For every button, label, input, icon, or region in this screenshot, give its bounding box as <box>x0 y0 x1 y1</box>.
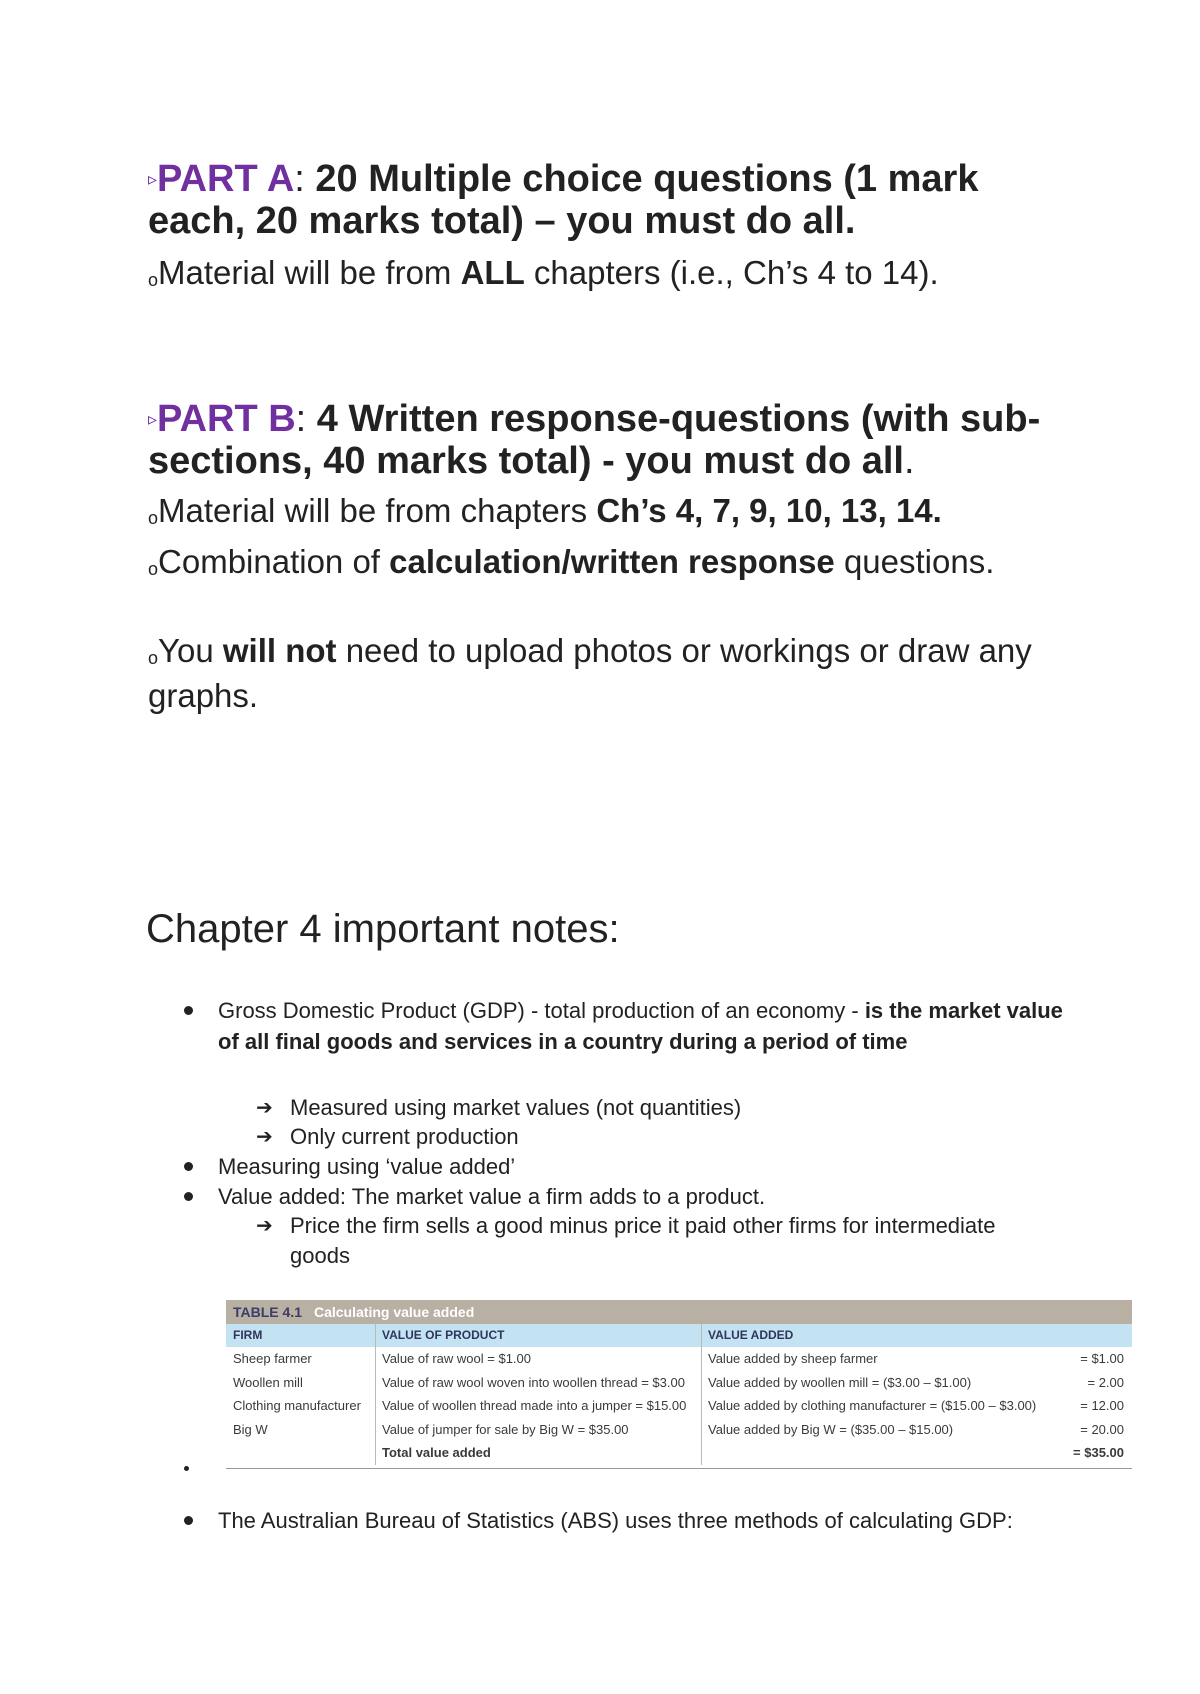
part-b-title: 4 Written response-questions (with sub-sections, 40 marks total) - you must do all <box>148 398 1041 482</box>
arrow-right-icon: ➔ <box>256 1215 273 1237</box>
table-total-row <box>226 1441 1132 1465</box>
part-b-heading: ▹PART B: 4 Written response-questions (with sub-sections, 40 marks total) - you must do all. <box>148 398 1041 482</box>
part-b-item: oYou will not need to upload photos or workings or draw any graphs. <box>148 632 1032 714</box>
table-row: Woollen mill Value of raw wool woven into woollen thread = $3.00 Value added by woollen mill = ($3.00 – $1.00) = 2.00 <box>226 1371 1132 1395</box>
table-row: Clothing manufacturer Value of woollen thread made into a jumper = $15.00 Value added by clothing manufacturer = ($15.00 – $3.00) = 12.00 <box>226 1394 1132 1418</box>
list-subitem: ➔ Price the firm sells a good minus price it paid other firms for intermediate goods <box>256 1213 996 1268</box>
table-header-cell: VALUE ADDED <box>708 1328 794 1342</box>
arrow-right-icon: ➔ <box>256 1097 273 1119</box>
table-row: Big W Value of jumper for sale by Big W = $35.00 Value added by Big W = ($35.00 – $15.00) = 20.00 <box>226 1418 1132 1442</box>
list-item-gdp: Gross Domestic Product (GDP) - total production of an economy - is the market value of all final goods and services in a country during a period of time <box>218 995 1078 1057</box>
table-header-row <box>226 1324 1132 1347</box>
bullet-dot-icon <box>184 1162 193 1171</box>
table-total-label: Total value added <box>376 1441 702 1465</box>
table-header-cell: VALUE OF PRODUCT <box>376 1324 702 1347</box>
bullet-dot-icon <box>184 1466 189 1471</box>
part-a-title: 20 Multiple choice questions (1 mark each, 20 marks total) – you must do all. <box>148 158 979 242</box>
bullet-dot-icon <box>184 1006 193 1015</box>
triangle-bullet-icon: ▹ <box>148 409 158 429</box>
chapter-4-title: Chapter 4 important notes: <box>146 907 620 951</box>
triangle-bullet-icon: ▹ <box>148 169 158 189</box>
part-a-item: oMaterial will be from ALL chapters (i.e., Ch’s 4 to 14). <box>148 254 939 291</box>
bullet-dot-icon <box>184 1516 193 1525</box>
value-added-table <box>226 1300 1132 1469</box>
table-total-value: = $35.00 <box>1073 1445 1124 1460</box>
part-b-item: oMaterial will be from chapters Ch’s 4, 7, 9, 10, 13, 14. <box>148 492 942 529</box>
part-b-item: oCombination of calculation/written response questions. <box>148 543 995 580</box>
list-subitem: ➔ Measured using market values (not quantities) <box>290 1093 1050 1123</box>
arrow-right-icon: ➔ <box>256 1126 273 1148</box>
table-title: Calculating value added <box>313 1304 475 1320</box>
table-header-cell: FIRM <box>226 1324 376 1347</box>
table-caption <box>226 1300 1132 1324</box>
list-subitem: ➔ Only current production <box>290 1122 1050 1152</box>
bullet-dot-icon <box>184 1192 193 1201</box>
table-number: TABLE 4.1 <box>233 1304 302 1320</box>
list-item-value-added: Value added: The market value a firm adds to a product. <box>218 1181 1078 1212</box>
part-b-label: PART B <box>157 398 296 440</box>
list-item-abs: The Australian Bureau of Statistics (ABS) uses three methods of calculating GDP: <box>218 1505 1078 1536</box>
part-a-heading: ▹PART A: 20 Multiple choice questions (1 mark each, 20 marks total) – you must do all. <box>148 158 979 242</box>
table-row: Sheep farmer Value of raw wool = $1.00 Value added by sheep farmer = $1.00 <box>226 1347 1132 1371</box>
list-item-measuring: Measuring using ‘value added’ <box>218 1151 1078 1182</box>
part-a-label: PART A <box>157 158 295 200</box>
